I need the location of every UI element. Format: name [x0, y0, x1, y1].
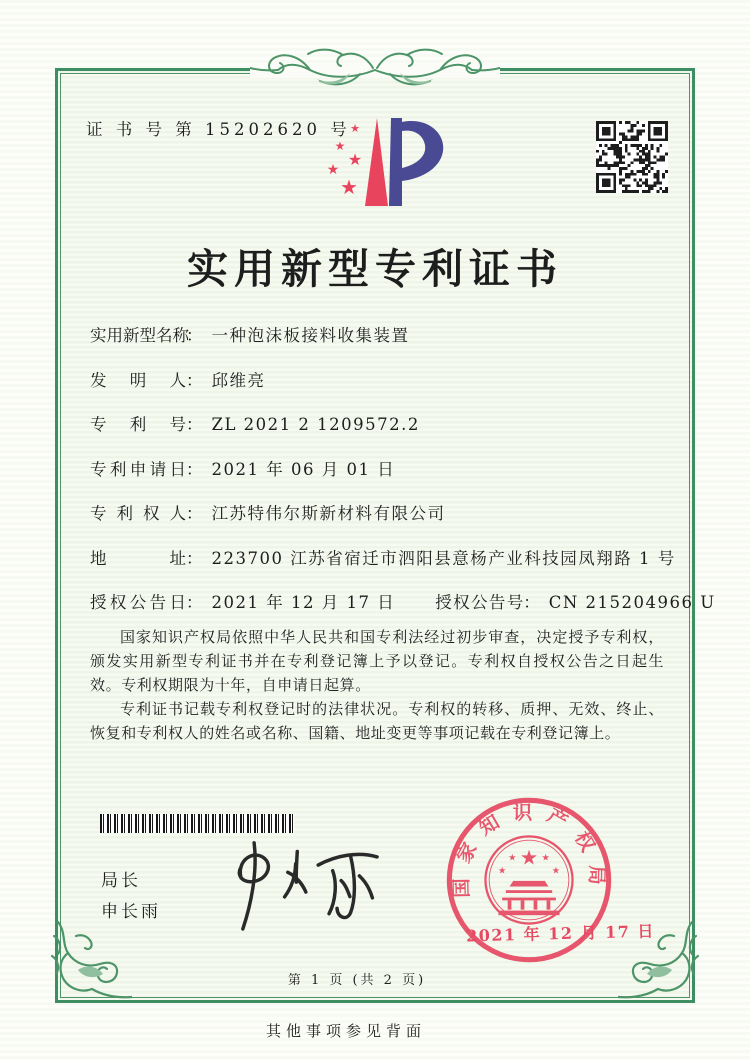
- field-value: 邱维亮: [211, 370, 266, 390]
- field-value: 江苏特伟尔斯新材料有限公司: [211, 504, 446, 523]
- qr-code-icon: [596, 121, 668, 193]
- field-filing-date: 专利申请日： 2021 年 06 月 01 日: [90, 459, 396, 479]
- field-label: 授权公告日: [90, 593, 186, 612]
- field-address: 地址： 223700 江苏省宿迁市泗阳县意杨产业科技园凤翔路 1 号: [90, 548, 676, 568]
- svg-text:★: ★: [508, 852, 517, 864]
- svg-text:★: ★: [347, 150, 363, 169]
- bottom-left-flourish-icon: [48, 920, 132, 1008]
- certificate-fields: [90, 326, 716, 639]
- field-label: 专利申请日: [90, 459, 186, 479]
- field-patent-number: 专利号： ZL 2021 2 1209572.2: [90, 415, 420, 434]
- field-label: 专利权人: [90, 504, 186, 523]
- field-label: 专利号: [90, 415, 186, 434]
- cnipa-logo-icon: [303, 110, 453, 216]
- legal-paragraph-2: 专利证书记载专利权登记时的法律状况。专利权的转移、质押、无效、终止、恢复和专利权人的姓名或名称、国籍、地址变更等事项记载在专利登记簿上。: [90, 700, 664, 742]
- svg-text:★: ★: [551, 865, 561, 877]
- field-label: 授权公告号: [435, 593, 524, 612]
- svg-text:★: ★: [541, 852, 550, 864]
- certificate-number: 证 书 号 第 15202620 号: [86, 120, 351, 139]
- back-side-note: 其他事项参见背面: [265, 1022, 426, 1040]
- field-label: 发明人: [90, 370, 186, 390]
- field-patentee: 专利权人： 江苏特伟尔斯新材料有限公司: [90, 504, 446, 523]
- certificate-title: 实用新型专利证书: [187, 245, 563, 293]
- field-value: 2021 年 12 月 17 日: [211, 593, 396, 612]
- field-inventor: 发明人： 邱维亮: [90, 370, 266, 390]
- legal-paragraph-1: 国家知识产权局依照中华人民共和国专利法经过初步审查，决定授予专利权，颁发实用新型专利证书并在专利登记簿上予以登记。专利权自授权公告之日起生效。专利权期限为十年，自申请日起算。: [90, 628, 664, 694]
- legal-text: [90, 625, 664, 745]
- svg-text:★: ★: [519, 845, 539, 870]
- field-value: ZL 2021 2 1209572.2: [211, 415, 420, 434]
- svg-text:★: ★: [350, 122, 360, 135]
- handwritten-signature-icon: [203, 830, 401, 939]
- commissioner-title: 局长: [101, 871, 141, 891]
- field-value: CN 215204966 U: [548, 593, 716, 612]
- field-value: 223700 江苏省宿迁市泗阳县意杨产业科技园凤翔路 1 号: [211, 548, 676, 568]
- field-label: 地址: [90, 548, 186, 568]
- svg-text:★: ★: [340, 175, 358, 199]
- top-scroll-ornament-icon: [250, 26, 500, 98]
- svg-text:★: ★: [334, 139, 346, 153]
- commissioner-block: [101, 866, 161, 928]
- field-label: 实用新型名称: [90, 326, 189, 345]
- svg-text:★: ★: [326, 162, 340, 178]
- seal-date: 2021 年 12 月 17 日: [465, 921, 656, 946]
- field-value: 2021 年 06 月 01 日: [211, 459, 396, 479]
- field-value: 一种泡沫板接料收集装置: [211, 326, 410, 345]
- field-utility-model-name: 实用新型名称： 一种泡沫板接料收集装置: [90, 326, 410, 345]
- field-grant: 授权公告日： 2021 年 12 月 17 日 授权公告号： CN 215204966 U: [90, 593, 716, 612]
- page-number: 第 1 页 (共 2 页): [287, 973, 427, 988]
- svg-text:★: ★: [497, 865, 507, 877]
- barcode-icon: [100, 814, 294, 833]
- seal-agency-text: 国家知识产权局: [449, 800, 609, 898]
- commissioner-name: 申长雨: [101, 902, 161, 922]
